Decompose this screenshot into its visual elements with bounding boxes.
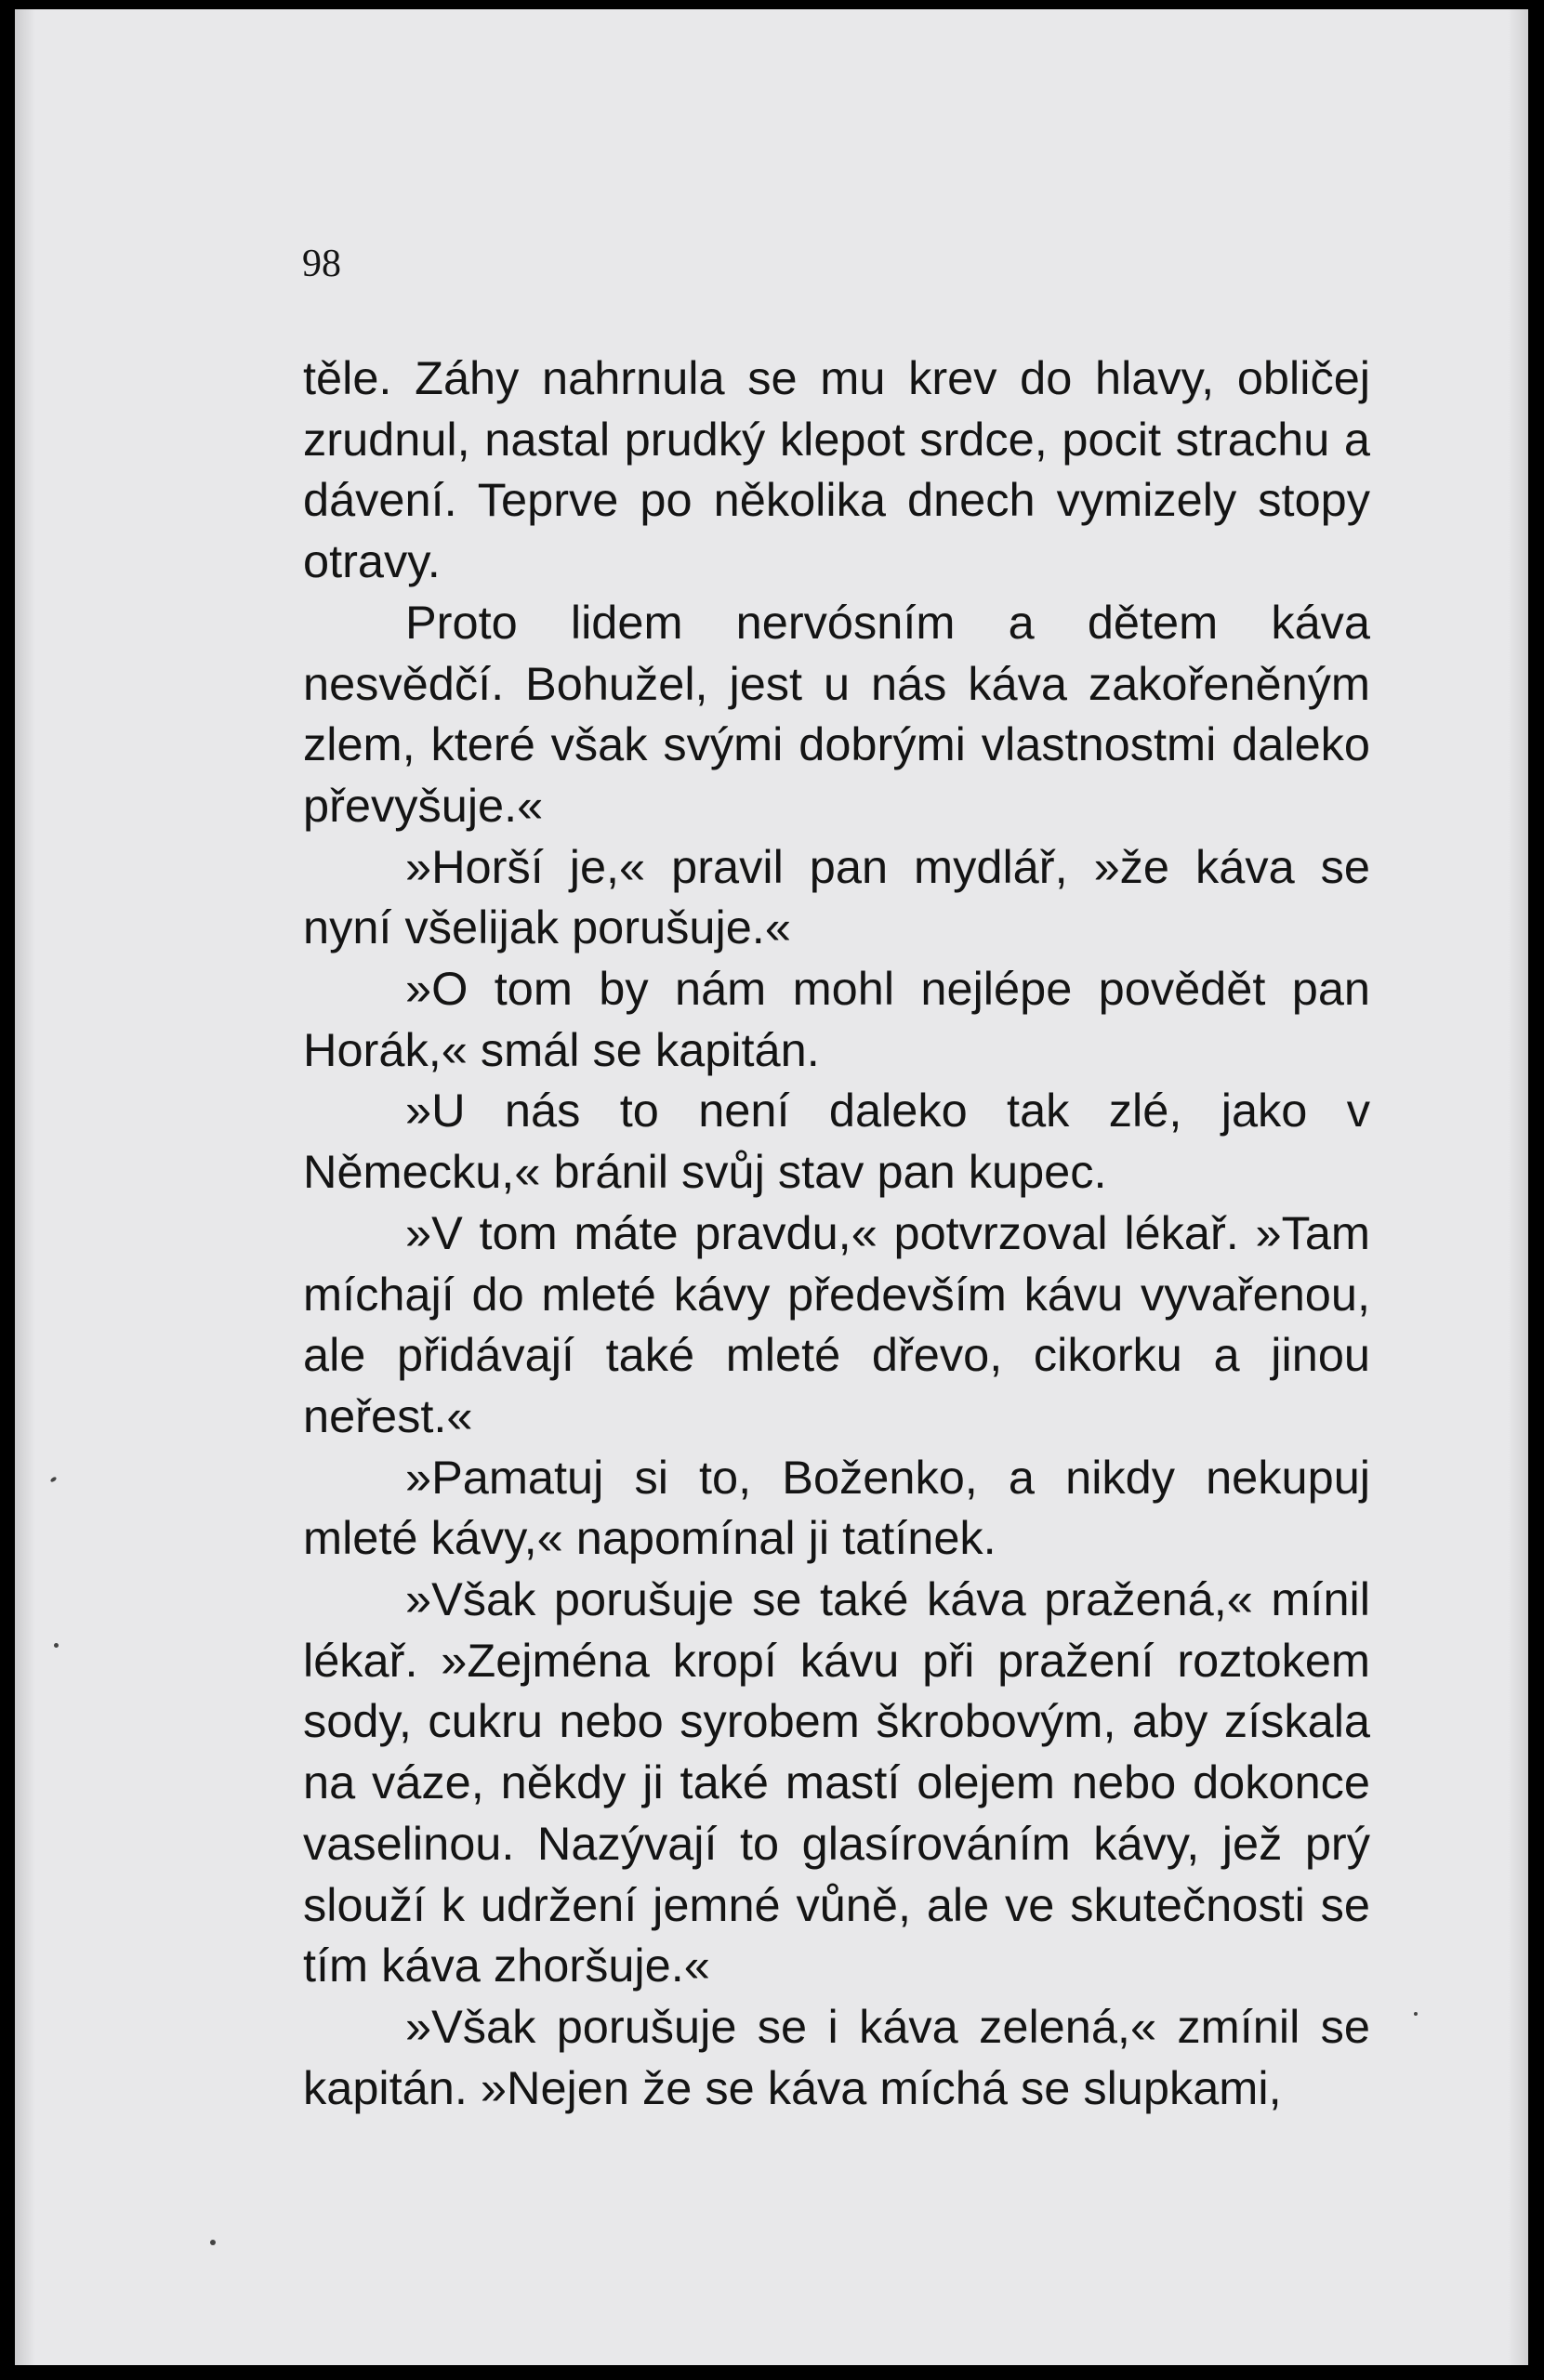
paragraph: »Však porušuje se také káva pražená,« mínil lékař. »Zejména kropí kávu při pražení roztokem sody, cukru nebo syrobem škrobovým, aby získala na váze, někdy ji také mastí olejem nebo dokonce vaselinou. Nazývají to glasírováním kávy, jež prý slouží k udržení jemné vůně, ale ve skutečnosti se tím káva zhoršuje.« — [303, 1572, 1370, 1992]
ink-speck — [210, 2240, 216, 2245]
paragraph: »Pamatuj si to, Boženko, a nikdy nekupuj mleté kávy,« napomínal ji tatínek. — [303, 1450, 1370, 1565]
page-number: 98 — [302, 243, 341, 285]
page-right-shadow — [1508, 9, 1528, 2365]
ink-speck — [1414, 2012, 1418, 2016]
book-page — [15, 9, 1528, 2365]
paragraph: »U nás to není daleko tak zlé, jako v Německu,« bránil svůj stav pan kupec. — [303, 1084, 1370, 1199]
paragraph: Proto lidem nervósním a dětem káva nesvědčí. Bohužel, jest u nás káva zakořeněným zlem, které však svými dobrými vlastnostmi daleko převyšuje.« — [303, 595, 1370, 832]
paragraph: »Však porušuje se i káva zelená,« zmínil se kapitán. »Nejen že se káva míchá se slupkami, — [303, 1999, 1370, 2114]
page-left-shadow — [15, 9, 35, 2365]
body-text — [303, 348, 1370, 2118]
paragraph: »O tom by nám mohl nejlépe povědět pan Horák,« smál se kapitán. — [303, 962, 1370, 1076]
ink-speck — [49, 1476, 57, 1482]
paragraph: »Horší je,« pravil pan mydlář, »že káva se nyní všelijak porušuje.« — [303, 839, 1370, 954]
ink-speck — [54, 1643, 59, 1648]
paragraph: »V tom máte pravdu,« potvrzoval lékař. »Tam míchají do mleté kávy především kávu vyvařenou, ale přidávají také mleté dřevo, cikorku a jinou neřest.« — [303, 1205, 1370, 1442]
paragraph: těle. Záhy nahrnula se mu krev do hlavy, obličej zrudnul, nastal prudký klepot srdce, pocit strachu a dávení. Teprve po několika dnech vymizely stopy otravy. — [303, 351, 1370, 588]
